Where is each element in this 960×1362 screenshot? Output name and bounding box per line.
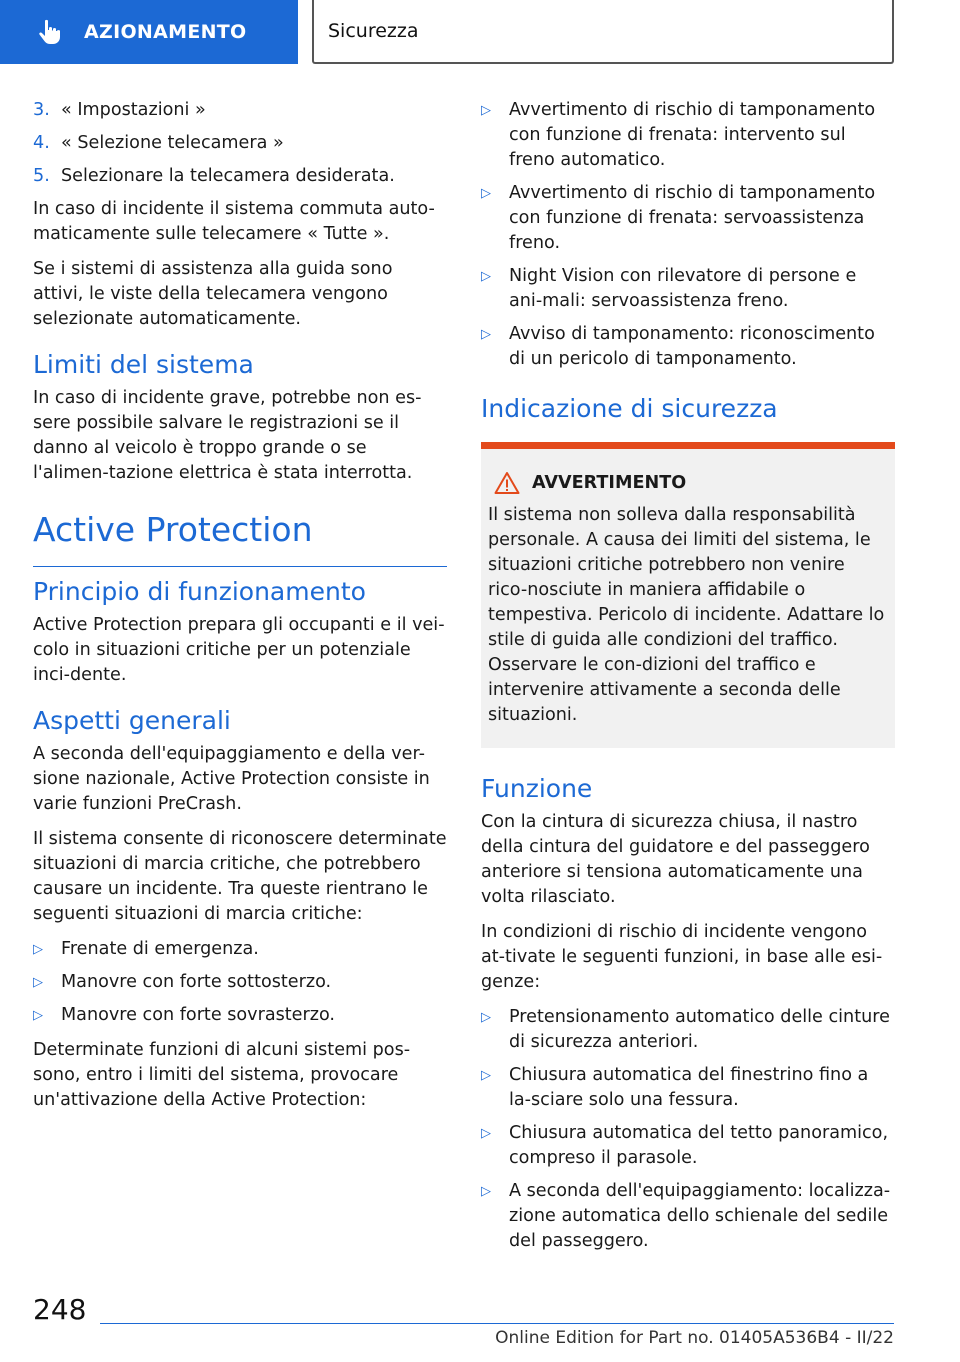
paragraph: Il sistema consente di riconoscere determinate situazioni di marcia critiche, che potrebbero causare un incidente. Tra queste rientrano le seguenti situazioni di marcia critiche: <box>33 829 447 924</box>
triangle-bullet-icon: ▷ <box>481 186 491 201</box>
list-item: ▷ Avvertimento di rischio di tamponamento con funzione di frenata: intervento sul freno automatico. <box>481 98 895 173</box>
paragraph: In caso di incidente il sistema commuta auto-maticamente sulle telecamere « Tutte ». <box>33 199 435 244</box>
chapter-tab-label: AZIONAMENTO <box>84 21 247 43</box>
list-item: ▷ Avvertimento di rischio di tamponamento con funzione di frenata: servoassistenza freno. <box>481 181 895 256</box>
section-title: Sicurezza <box>312 0 894 64</box>
triangle-bullet-icon: ▷ <box>481 1126 491 1141</box>
triangle-bullet-icon: ▷ <box>33 942 43 957</box>
bullet-list <box>481 98 895 372</box>
list-item: 5. Selezionare la telecamera desiderata. <box>33 166 395 186</box>
warning-text: Il sistema non solleva dalla responsabilità personale. A causa dei limiti del sistema, le situazioni critiche potrebbero non venire rico-nosciute in maniera affidabile o tempestiva. Pericolo di incidente. Adattare lo stile di guida alle condizioni del traffico. Osservare le con-dizioni del traffico e intervenire attivamente a seconda delle situazioni. <box>488 505 885 725</box>
list-item: ▷ Frenate di emergenza. <box>33 937 447 962</box>
list-item: 3. « Impostazioni » <box>33 100 206 120</box>
heading-limiti: Limiti del sistema <box>33 350 254 379</box>
bullet-list <box>33 937 447 1028</box>
hand-pointer-icon <box>34 17 64 47</box>
heading-funzione: Funzione <box>481 774 593 803</box>
triangle-bullet-icon: ▷ <box>481 327 491 342</box>
heading-active-protection: Active Protection <box>33 510 313 549</box>
paragraph: A seconda dell'equipaggiamento e della ver-sione nazionale, Active Protection consiste in varie funzioni PreCrash. <box>33 744 430 814</box>
footer-divider <box>100 1323 894 1324</box>
divider <box>33 566 447 567</box>
list-item: ▷ Chiusura automatica del finestrino fino a la-sciare solo una fessura. <box>481 1063 895 1113</box>
list-item: ▷ Chiusura automatica del tetto panoramico, compreso il parasole. <box>481 1121 895 1171</box>
triangle-bullet-icon: ▷ <box>481 1068 491 1083</box>
triangle-bullet-icon: ▷ <box>481 103 491 118</box>
right-column <box>481 98 895 1264</box>
list-item: ▷ Night Vision con rilevatore di persone e ani-mali: servoassistenza freno. <box>481 264 895 314</box>
bullet-list <box>481 1005 895 1254</box>
list-item: 4. « Selezione telecamera » <box>33 133 284 153</box>
warning-box <box>481 442 895 748</box>
paragraph: Determinate funzioni di alcuni sistemi pos-sono, entro i limiti del sistema, provocare un'attivazione della Active Protection: <box>33 1040 411 1110</box>
chapter-tab[interactable] <box>0 0 298 64</box>
list-item: ▷ Manovre con forte sovrasterzo. <box>33 1003 447 1028</box>
triangle-bullet-icon: ▷ <box>481 1184 491 1199</box>
triangle-bullet-icon: ▷ <box>33 1008 43 1023</box>
triangle-bullet-icon: ▷ <box>481 1010 491 1025</box>
warning-title: AVVERTIMENTO <box>532 473 687 493</box>
heading-indicazione: Indicazione di sicurezza <box>481 394 778 423</box>
paragraph: Con la cintura di sicurezza chiusa, il nastro della cintura del guidatore e del passeggero anteriore si tensiona automaticamente una volta rilasciato. <box>481 812 870 907</box>
list-item: ▷ A seconda dell'equipaggiamento: localizza-zione automatica dello schienale del sedile del passeggero. <box>481 1179 895 1254</box>
triangle-bullet-icon: ▷ <box>33 975 43 990</box>
paragraph: In condizioni di rischio di incidente vengono at-tivate le seguenti funzioni, in base alle esi-genze: <box>481 922 883 992</box>
left-column <box>33 98 447 1123</box>
triangle-bullet-icon: ▷ <box>481 269 491 284</box>
paragraph: Se i sistemi di assistenza alla guida sono attivi, le viste della telecamera vengono selezionate automaticamente. <box>33 259 393 329</box>
page-number: 248 <box>33 1293 87 1326</box>
list-item: ▷ Avviso di tamponamento: riconoscimento di un pericolo di tamponamento. <box>481 322 895 372</box>
paragraph: Active Protection prepara gli occupanti e il vei-colo in situazioni critiche per un potenziale inci-dente. <box>33 615 445 685</box>
list-item: ▷ Pretensionamento automatico delle cinture di sicurezza anteriori. <box>481 1005 895 1055</box>
heading-aspetti: Aspetti generali <box>33 706 231 735</box>
footer-edition: Online Edition for Part no. 01405A536B4 - II/22 <box>495 1328 894 1348</box>
warning-triangle-icon <box>494 471 520 495</box>
list-item: ▷ Manovre con forte sottosterzo. <box>33 970 447 995</box>
paragraph: In caso di incidente grave, potrebbe non es-sere possibile salvare le registrazioni se il danno al veicolo è troppo grande o se l'alimen-tazione elettrica è stata interrotta. <box>33 388 422 483</box>
heading-principio: Principio di funzionamento <box>33 577 366 606</box>
